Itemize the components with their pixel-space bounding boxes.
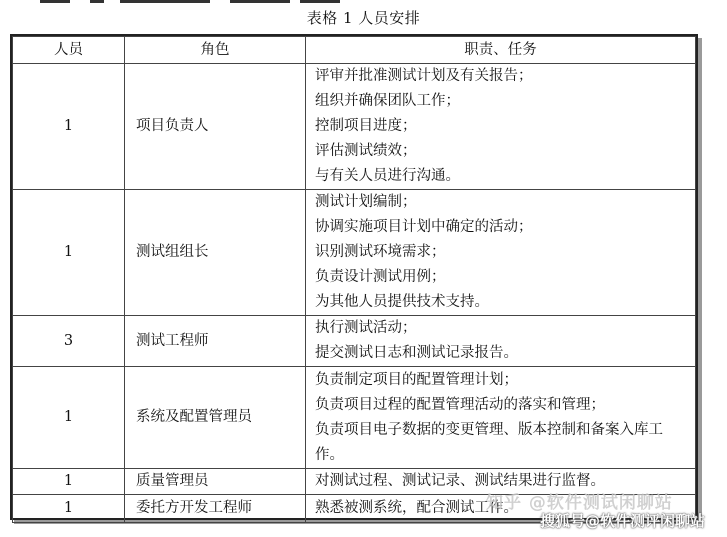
row-duties (306, 190, 696, 316)
row-duties (306, 64, 696, 190)
row-role: 测试组组长 (125, 190, 306, 316)
row-role: 系统及配置管理员 (125, 367, 306, 469)
row-person-count: 3 (13, 316, 125, 367)
duty-item: 提交测试日志和测试记录报告。 (315, 345, 518, 361)
duty-item: 为其他人员提供技术支持。 (315, 294, 489, 310)
duty-item: 协调实施项目计划中确定的活动； (315, 219, 533, 235)
row-role: 委托方开发工程师 (125, 495, 306, 523)
duty-item: 识别测试环境需求； (315, 244, 446, 260)
row-duties (306, 367, 696, 469)
row-person-count: 1 (13, 469, 125, 495)
duty-item: 对测试过程、测试记录、测试结果进行监督。 (315, 473, 605, 489)
cropped-previous-text (0, 0, 727, 4)
header-person: 人员 (13, 37, 125, 64)
row-role: 项目负责人 (125, 64, 306, 190)
duty-item: 测试计划编制； (315, 194, 417, 210)
table-row (13, 190, 696, 316)
duty-item: 熟悉被测系统，配合测试工作。 (315, 500, 518, 516)
row-duties (306, 469, 696, 495)
table-row (13, 64, 696, 190)
duty-item: 执行测试活动； (315, 320, 417, 336)
watermark-primary: 知乎 @软件测试闲聊站 (486, 493, 673, 513)
duty-item: 负责制定项目的配置管理计划； (315, 371, 518, 388)
duty-item: 负责项目过程的配置管理活动的落实和管理； (315, 396, 605, 413)
table-row (13, 316, 696, 367)
row-person-count: 1 (13, 190, 125, 316)
watermark-secondary: 搜狐号@软件测评闲聊站 (540, 512, 706, 530)
duty-item: 控制项目进度； (315, 118, 417, 134)
table-header-row (13, 37, 696, 64)
row-person-count: 1 (13, 367, 125, 469)
duty-item: 负责设计测试用例； (315, 269, 446, 285)
table-caption: 表格 1 人员安排 (306, 9, 421, 27)
staffing-table (12, 36, 696, 523)
duty-item: 与有关人员进行沟通。 (315, 168, 460, 184)
table-row (13, 495, 696, 523)
row-person-count: 1 (13, 495, 125, 523)
header-duty: 职责、任务 (306, 37, 696, 64)
row-duties (306, 316, 696, 367)
table-row (13, 469, 696, 495)
table-row (13, 367, 696, 469)
staffing-table-container (10, 34, 698, 520)
duty-item: 评估测试绩效； (315, 143, 417, 159)
row-person-count: 1 (13, 64, 125, 190)
row-role: 测试工程师 (125, 316, 306, 367)
duty-item: 负责项目电子数据的变更管理、版本控制和备案入库工作。 (315, 421, 663, 463)
row-duties (306, 495, 696, 523)
duty-item: 评审并批准测试计划及有关报告； (315, 68, 533, 84)
row-role: 质量管理员 (125, 469, 306, 495)
duty-item: 组织并确保团队工作； (315, 93, 460, 109)
header-role: 角色 (125, 37, 306, 64)
